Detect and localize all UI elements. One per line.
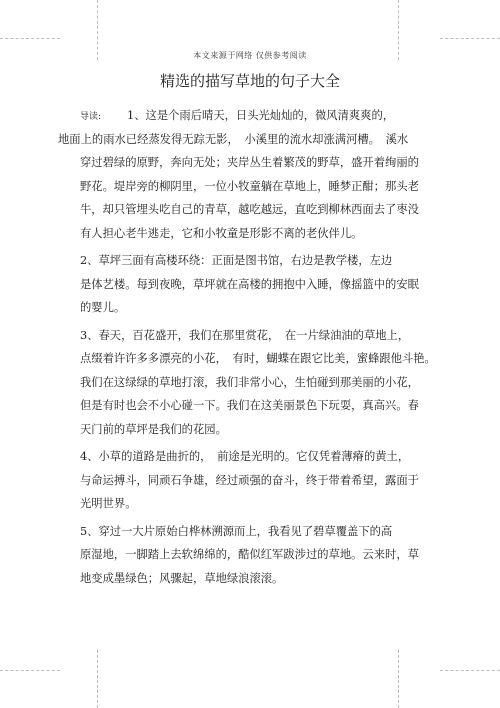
paragraph-line: 的婴儿。 xyxy=(80,301,126,314)
crop-mark-top-right-horizontal xyxy=(440,38,500,39)
crop-mark-bottom-right-horizontal xyxy=(440,670,500,671)
paragraph-line: 3、春天，百花盛开，我们在那里赏花， 在一片绿油油的草地上， xyxy=(80,328,410,342)
paragraph-line: 地变成墨绿色；风骤起，草地绿浪滚滚。 xyxy=(80,571,284,585)
paragraph-line: 有人担心老牛逃走，它和小牧童是形影不离的老伙伴儿。 xyxy=(80,226,363,240)
paragraph-line: 牛，却只管埋头吃自己的青草，越吃越远，直吃到柳林西面去了枣没 xyxy=(80,203,419,216)
paragraph-line: 野花。堤岸旁的柳阴里，一位小牧童躺在草地上，睡梦正酣；那头老 xyxy=(80,179,419,193)
crop-mark-bottom-left-horizontal xyxy=(0,670,60,671)
paragraph-line: 点缀着许许多多漂亮的小花， 有时，蝴蝶在跟它比美，蜜蜂跟他斗艳。 xyxy=(80,352,436,365)
paragraph-line: 穿过碧绿的原野，奔向无处；夹岸丛生着繁茂的野草，盛开着绚丽的 xyxy=(80,156,419,169)
header-note: 本文来源于网络 仅供参考阅读 xyxy=(193,51,307,60)
paragraph-line: 地面上的雨水已经蒸发得无踪无影， 小溪里的流水却涨满河槽。 溪水 xyxy=(58,132,409,146)
paragraph-line: 光明世界。 xyxy=(80,497,137,510)
paragraph-line: 原湿地，一脚踏上去软绵绵的，酷似红军跋涉过的草地。云来时，草 xyxy=(80,548,419,561)
paragraph-line: 导读: 1、这是个雨后晴天，日头光灿灿的，微风清爽爽的， xyxy=(80,109,395,122)
paragraph-line: 但是有时也会不小心碰一下。我们在这美丽景色下玩耍，真高兴。春 xyxy=(80,399,419,412)
crop-mark-bottom-right-vertical xyxy=(398,650,399,708)
paragraph-line: 4、小草的道路是曲折的， 前途是光明的。它仅凭着薄瘠的黄土， xyxy=(80,450,410,463)
paragraph-line: 与命运搏斗，同顽石争雄，经过顽强的奋斗，终于带着希望，露面于 xyxy=(80,473,419,487)
paragraph-line: 2、草坪三面有高楼环绕：正面是图书馆，右边是教学楼，左边 xyxy=(80,254,393,267)
crop-mark-top-left-horizontal xyxy=(0,38,60,39)
document-body xyxy=(58,104,442,590)
paragraph-line: 天门前的草坪是我们的花园。 xyxy=(80,422,227,436)
document-title: 精选的描写草地的句子大全 xyxy=(159,72,340,90)
crop-mark-bottom-left-vertical xyxy=(97,650,98,708)
paragraph-line: 我们在这绿绿的草地打滚，我们非常小心，生怕碰到那美丽的小花， xyxy=(80,375,419,389)
paragraph-line: 是体艺楼。每到夜晚，草坪就在高楼的拥抱中入睡，像摇篮中的安眠 xyxy=(80,277,419,291)
paragraph-line: 5、穿过一大片原始白桦林溯源而上，我看见了碧草覆盖下的高 xyxy=(80,524,393,538)
lead-label: 导读: xyxy=(80,112,102,122)
